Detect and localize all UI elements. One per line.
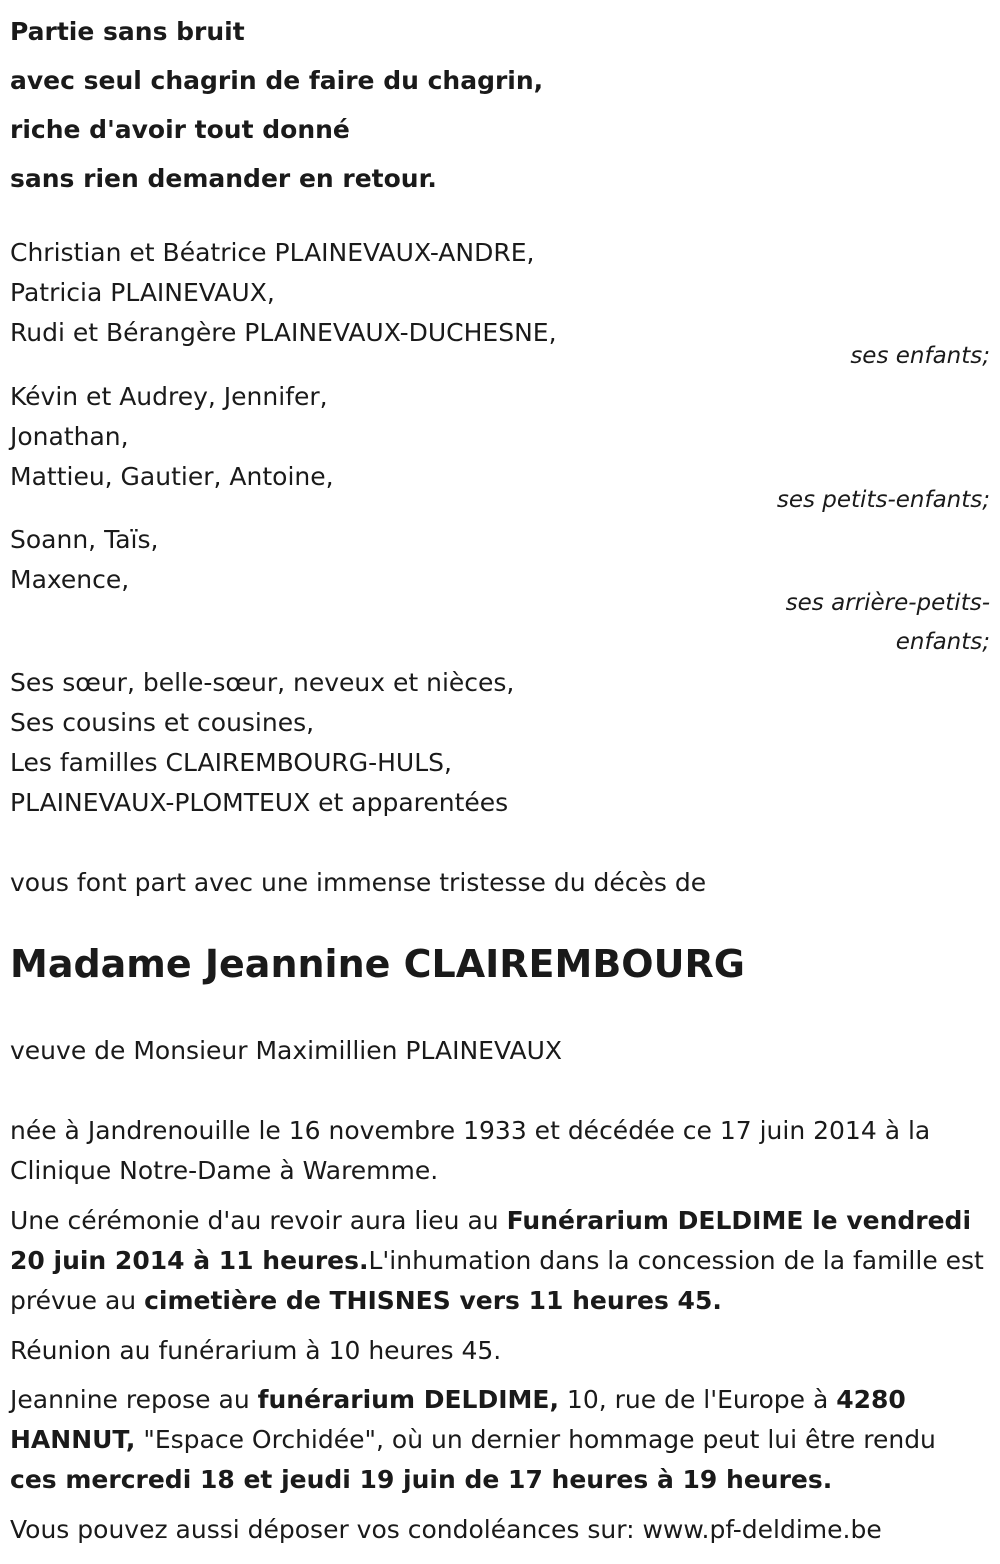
widow-of: veuve de Monsieur Maximillien PLAINEVAUX xyxy=(10,1036,562,1065)
family-line: Ses sœur, belle-sœur, neveux et nièces, xyxy=(10,668,515,697)
condolences: Vous pouvez aussi déposer vos condoléances sur: www.pf-deldime.be xyxy=(10,1515,882,1544)
poem xyxy=(10,7,543,203)
children-group xyxy=(10,233,990,376)
announcement: vous font part avec une immense tristesse du décès de xyxy=(10,868,707,897)
visitation-times: ces mercredi 18 et jeudi 19 juin de 17 heures à 19 heures. xyxy=(10,1465,833,1494)
visitation-paragraph xyxy=(10,1380,990,1500)
family-line: PLAINEVAUX-PLOMTEUX et apparentées xyxy=(10,788,509,817)
reunion: Réunion au funérarium à 10 heures 45. xyxy=(10,1336,502,1365)
role-label: ses petits-enfants; xyxy=(776,487,990,513)
family-line: Maxence, xyxy=(10,565,130,594)
ceremony-place-time: Funérarium DELDIME le vendredi 20 juin 2014 à 11 heures. xyxy=(10,1206,972,1275)
family-line: Jonathan, xyxy=(10,422,129,451)
ceremony-paragraph xyxy=(10,1201,990,1321)
poem-line: avec seul chagrin de faire du chagrin, xyxy=(10,66,544,95)
visitation-place: funérarium DELDIME, xyxy=(257,1385,559,1414)
family-line: Ses cousins et cousines, xyxy=(10,708,315,737)
visitation-text: Jeannine repose au xyxy=(10,1385,258,1414)
relatives-group xyxy=(10,663,990,823)
great-grandchildren-group xyxy=(10,520,990,662)
ceremony-text: Une cérémonie d'au revoir aura lieu au xyxy=(10,1206,507,1235)
visitation-city: 4280 HANNUT, xyxy=(10,1385,906,1454)
role-label: enfants; xyxy=(895,629,990,655)
deceased-name: Madame Jeannine CLAIREMBOURG xyxy=(10,942,745,986)
poem-line: riche d'avoir tout donné xyxy=(10,115,350,144)
family-line: Rudi et Bérangère PLAINEVAUX-DUCHESNE, xyxy=(10,318,557,347)
grandchildren-group xyxy=(10,377,990,520)
poem-line: sans rien demander en retour. xyxy=(10,164,437,193)
family-line: Mattieu, Gautier, Antoine, xyxy=(10,462,334,491)
role-label: ses arrière-petits- xyxy=(785,590,990,616)
birth-death: née à Jandrenouille le 16 novembre 1933 et décédée ce 17 juin 2014 à la Clinique Notre-Dame à Waremme. xyxy=(10,1116,931,1185)
family-line: Kévin et Audrey, Jennifer, xyxy=(10,382,328,411)
poem-line: Partie sans bruit xyxy=(10,17,245,46)
family-line: Christian et Béatrice PLAINEVAUX-ANDRE, xyxy=(10,238,535,267)
role-label: ses enfants; xyxy=(850,343,990,369)
family-line: Soann, Taïs, xyxy=(10,525,159,554)
family-line: Les familles CLAIREMBOURG-HULS, xyxy=(10,748,452,777)
visitation-detail: "Espace Orchidée", où un dernier hommage peut lui être rendu xyxy=(135,1425,936,1454)
burial-place-time: cimetière de THISNES vers 11 heures 45. xyxy=(144,1286,722,1315)
family-line: Patricia PLAINEVAUX, xyxy=(10,278,275,307)
burial-text: L'inhumation dans la concession de la famille est prévue au xyxy=(10,1246,984,1315)
visitation-address: 10, rue de l'Europe à xyxy=(558,1385,837,1414)
